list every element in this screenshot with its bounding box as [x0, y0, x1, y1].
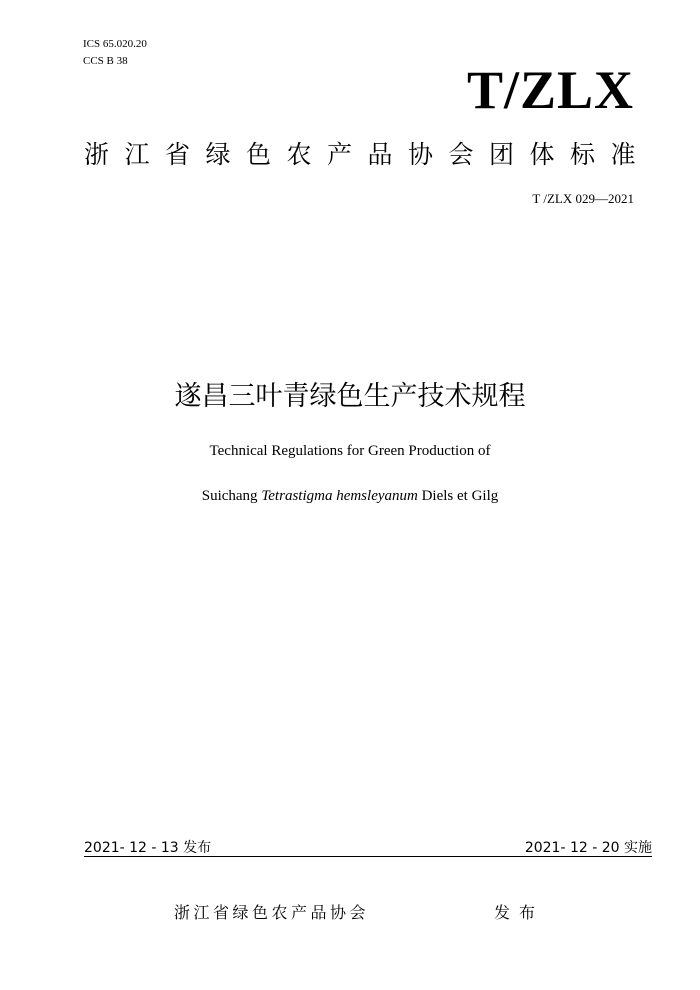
- implement-date: 2021- 12 - 20 实施: [524, 840, 652, 856]
- document-title: 遂昌三叶青绿色生产技术规程: [174, 381, 526, 412]
- ccs-code: CCS B 38: [83, 55, 128, 67]
- standard-number: T /ZLX 029—2021: [532, 191, 634, 206]
- publish-date: 2021- 12 - 13 发布: [84, 840, 212, 856]
- english-title-line-1: Technical Regulations for Green Production of: [209, 443, 491, 459]
- organization-title: 浙江省绿色农产品协会团体标准: [84, 140, 652, 169]
- english-title-line-2: [0, 486, 700, 506]
- issuer-name: 浙江省绿色农产品协会: [174, 903, 370, 922]
- english-title-prefix: Suichang: [201, 488, 262, 504]
- species-name: Tetrastigma hemsleyanum: [261, 488, 418, 504]
- issue-label: 发布: [494, 903, 545, 922]
- date-divider: [84, 856, 652, 857]
- ics-code: ICS 65.020.20: [83, 38, 147, 50]
- standard-logo: T/ZLX: [466, 60, 634, 120]
- english-title-suffix: Diels et Gilg: [417, 488, 499, 504]
